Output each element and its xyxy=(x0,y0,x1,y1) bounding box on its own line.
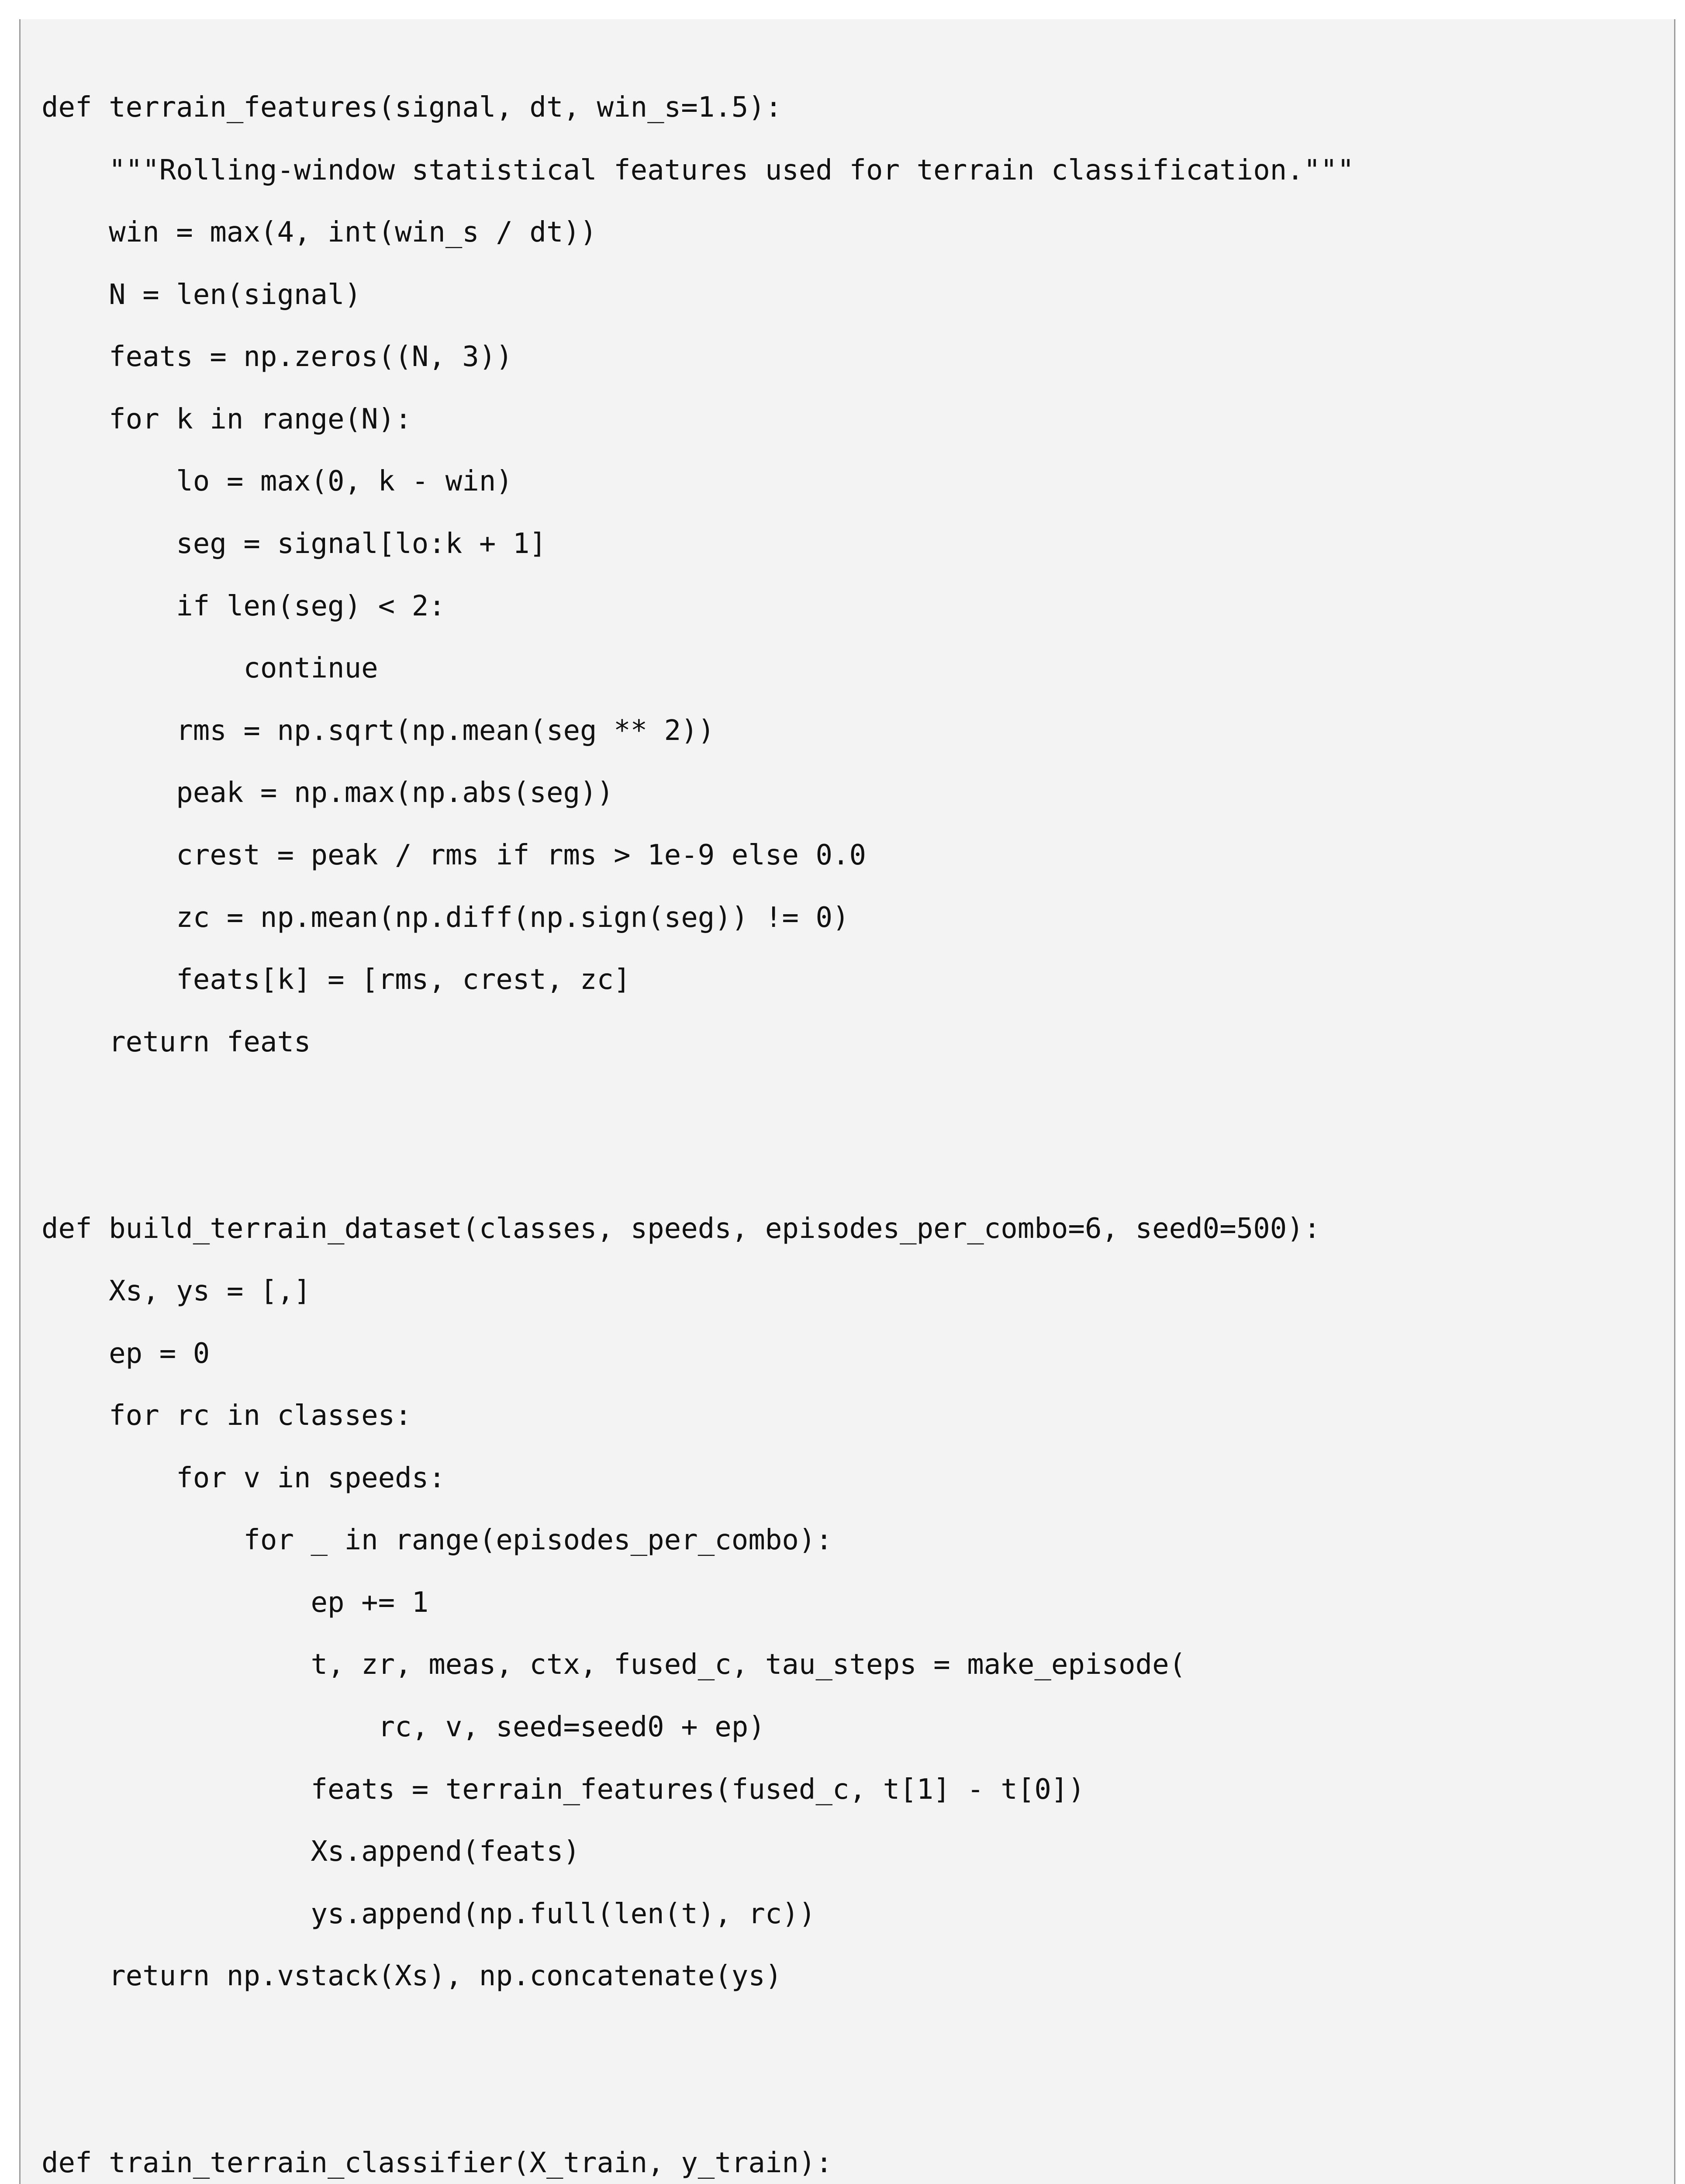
code-line: ep = 0 xyxy=(41,1337,210,1370)
code-line: for _ in range(episodes_per_combo): xyxy=(41,1524,832,1556)
code-block xyxy=(19,19,1675,2184)
code-line: for k in range(N): xyxy=(41,403,412,435)
code-line: rms = np.sqrt(np.mean(seg ** 2)) xyxy=(41,715,715,747)
code-line: crest = peak / rms if rms > 1e-9 else 0.0 xyxy=(41,839,867,871)
code-line: seg = signal[lo:k + 1] xyxy=(41,528,546,560)
code-line: continue xyxy=(41,652,378,684)
code-line: def terrain_features(signal, dt, win_s=1.5): xyxy=(41,91,782,124)
code-line: peak = np.max(np.abs(seg)) xyxy=(41,777,614,809)
code-line: ys.append(np.full(len(t), rc)) xyxy=(41,1898,816,1930)
code-line: def train_terrain_classifier(X_train, y_train): xyxy=(41,2147,832,2179)
code-line: if len(seg) < 2: xyxy=(41,590,445,622)
code-line: for rc in classes: xyxy=(41,1400,412,1432)
code-line: Xs, ys = [,] xyxy=(41,1275,311,1307)
code-line: return np.vstack(Xs), np.concatenate(ys) xyxy=(41,1960,782,1992)
code-line: Xs.append(feats) xyxy=(41,1835,580,1868)
code-line: def build_terrain_dataset(classes, speeds, episodes_per_combo=6, seed0=500): xyxy=(41,1213,1321,1245)
code-line: for v in speeds: xyxy=(41,1462,445,1494)
code-line: feats = np.zeros((N, 3)) xyxy=(41,341,513,373)
code-line: N = len(signal) xyxy=(41,279,362,311)
code-line: """Rolling-window statistical features used for terrain classification.""" xyxy=(41,154,1354,187)
code-line: return feats xyxy=(41,1026,311,1058)
code-line: lo = max(0, k - win) xyxy=(41,465,513,498)
code-line: win = max(4, int(win_s / dt)) xyxy=(41,216,597,249)
code-line: ep += 1 xyxy=(41,1586,429,1619)
code-line: feats = terrain_features(fused_c, t[1] - t[0]) xyxy=(41,1773,1085,1806)
code-line: t, zr, meas, ctx, fused_c, tau_steps = make_episode( xyxy=(41,1648,1186,1681)
code-line: zc = np.mean(np.diff(np.sign(seg)) != 0) xyxy=(41,902,849,934)
code-line: feats[k] = [rms, crest, zc] xyxy=(41,964,631,996)
code-line: rc, v, seed=seed0 + ep) xyxy=(41,1711,765,1743)
